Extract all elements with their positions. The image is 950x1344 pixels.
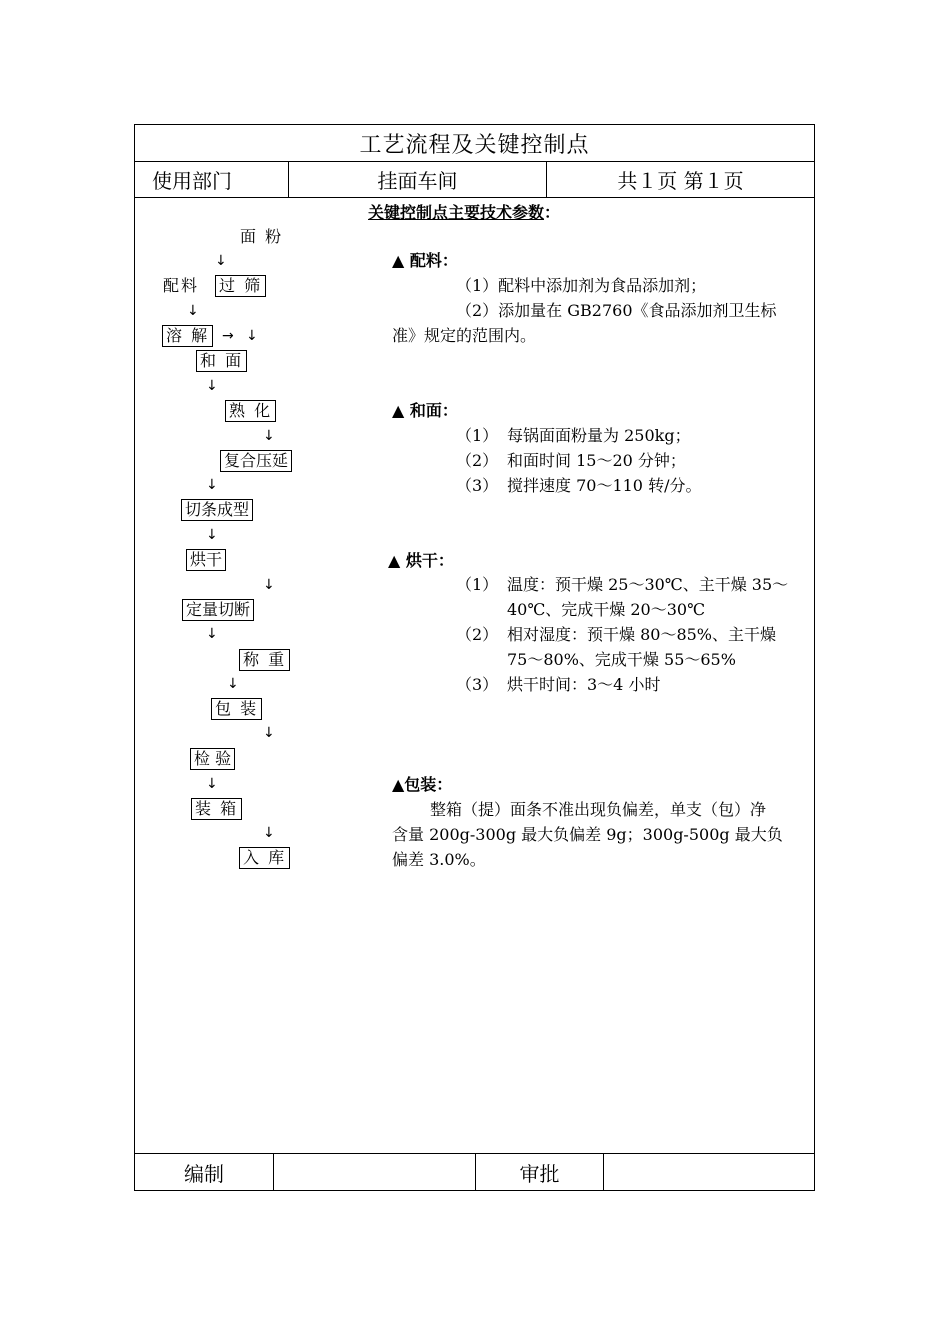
drying-item-num: （1） xyxy=(456,575,499,594)
drying-time-line: 烘干时间：3～4 小时 xyxy=(507,675,661,694)
flow-start-flour: 面 粉 xyxy=(240,227,284,246)
flow-arrow: ↓ xyxy=(206,776,218,792)
mixing-item-text: 搅拌速度 70～110 转/分。 xyxy=(507,476,702,495)
flow-step-mix: 和 面 xyxy=(196,350,247,372)
flow-step-pack: 包 装 xyxy=(211,698,262,720)
drying-humidity-line-2: 75～80%、完成干燥 55～65% xyxy=(507,650,736,669)
flow-step-sieve: 过 筛 xyxy=(215,275,266,297)
ingredients-line-2: （2）添加量在 GB2760《食品添加剂卫生标 xyxy=(456,301,777,320)
drying-title: ▲ 烘干： xyxy=(388,551,454,570)
params-heading-colon: ： xyxy=(544,203,561,222)
drying-temperature-line-1: 温度：预干燥 25～30℃、主干燥 35～ xyxy=(507,575,789,594)
flow-arrow: ↓ xyxy=(263,577,275,593)
flow-arrow: ↓ xyxy=(206,378,218,394)
flow-arrow: ↓ xyxy=(187,303,199,319)
dept-value: 挂面车间 xyxy=(377,169,458,193)
flow-arrow: ↓ xyxy=(246,328,258,344)
mixing-item-num: （3） xyxy=(456,476,499,495)
prepared-by-field[interactable] xyxy=(274,1154,475,1190)
flow-step-cut-shape: 切条成型 xyxy=(181,499,253,521)
divider xyxy=(134,197,815,198)
flow-arrow: ↓ xyxy=(263,725,275,741)
params-heading xyxy=(368,200,560,225)
mixing-title: ▲ 和面： xyxy=(392,401,458,420)
dept-label: 使用部门 xyxy=(152,169,232,193)
params-heading-text: 关键控制点主要技术参数 xyxy=(368,203,545,222)
flow-arrow: ↓ xyxy=(206,626,218,642)
flow-arrow: ↓ xyxy=(206,477,218,493)
drying-item-num: （2） xyxy=(456,625,499,644)
page-info: 共１页 第１页 xyxy=(617,169,744,193)
flow-arrow: ↓ xyxy=(215,253,227,269)
flow-step-mature: 熟 化 xyxy=(225,400,276,422)
packing-title: ▲包装： xyxy=(392,775,453,794)
ingredients-line-3: 准》规定的范围内。 xyxy=(392,326,537,345)
flow-step-weigh: 称 重 xyxy=(239,649,290,671)
flow-arrow: ↓ xyxy=(206,527,218,543)
flow-step-inspect: 检 验 xyxy=(190,748,235,770)
mixing-item-num: （1） xyxy=(456,426,499,445)
ingredients-line-1: （1）配料中添加剂为食品添加剂； xyxy=(456,276,707,295)
drying-item-num: （3） xyxy=(456,675,499,694)
flow-step-dissolve: 溶 解 xyxy=(162,325,213,347)
packing-line-3: 偏差 3.0%。 xyxy=(392,850,486,869)
packing-line-1: 整箱（提）面条不准出现负偏差，单支（包）净 xyxy=(430,800,767,819)
approved-by-field[interactable] xyxy=(604,1154,814,1190)
mixing-item-num: （2） xyxy=(456,451,499,470)
packing-line-2: 含量 200g-300g 最大负偏差 9g；300g-500g 最大负 xyxy=(392,825,783,844)
flow-step-store: 入 库 xyxy=(239,847,290,869)
flow-input-ingredients: 配料 xyxy=(163,276,200,295)
ingredients-title: ▲ 配料： xyxy=(392,251,458,270)
flow-step-roll: 复合压延 xyxy=(220,450,292,472)
mixing-item-text: 和面时间 15～20 分钟； xyxy=(507,451,686,470)
flow-step-box: 装 箱 xyxy=(191,798,242,820)
approved-by-label: 审批 xyxy=(519,1161,560,1186)
flow-step-dry: 烘干 xyxy=(186,549,226,571)
page-title: 工艺流程及关键控制点 xyxy=(359,132,590,158)
flow-arrow-right: → xyxy=(222,328,234,344)
flow-arrow: ↓ xyxy=(263,428,275,444)
flow-step-cut-length: 定量切断 xyxy=(182,599,254,621)
drying-temperature-line-2: 40℃、完成干燥 20～30℃ xyxy=(507,600,705,619)
prepared-by-label: 编制 xyxy=(184,1161,224,1186)
drying-humidity-line-1: 相对湿度：预干燥 80～85%、主干燥 xyxy=(507,625,777,644)
flow-arrow: ↓ xyxy=(263,825,275,841)
mixing-item-text: 每锅面面粉量为 250kg； xyxy=(507,426,691,445)
flow-arrow: ↓ xyxy=(227,676,239,692)
